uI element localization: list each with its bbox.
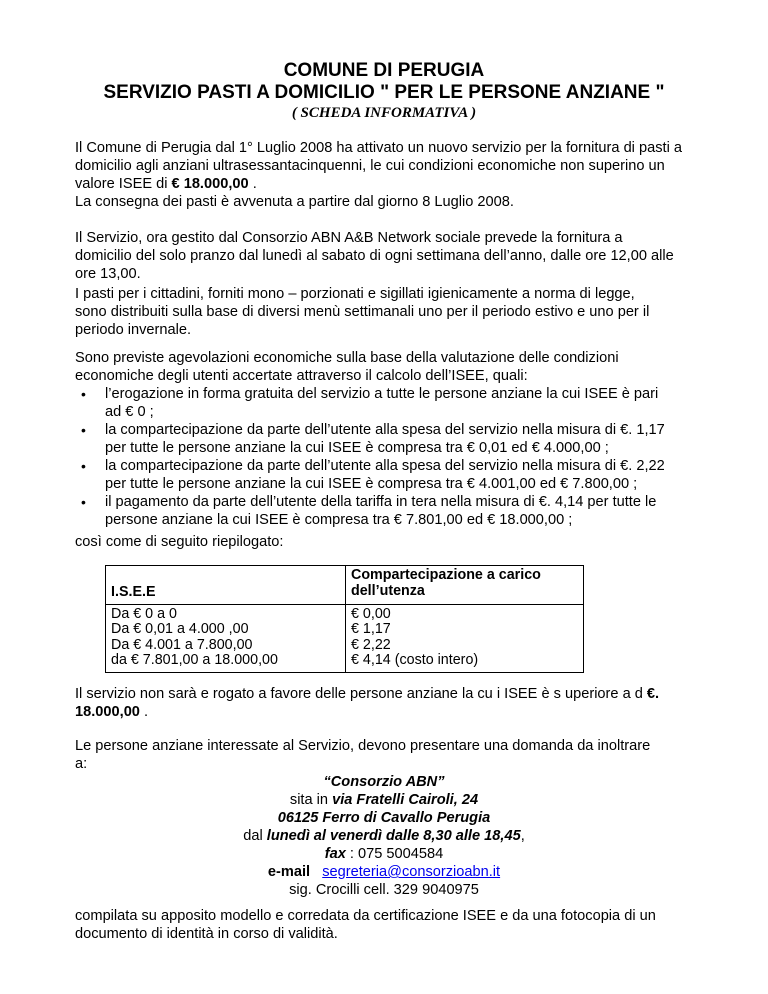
list-item: • il pagamento da parte dell’utente della tariffa in tera nella misura di €. 4,14 per tutte le persone anziane la cui ISEE è compresa tra € 7.801,00 ed € 18.000,00 ; [75,493,715,529]
table-header-row [106,566,584,605]
list-item: • la compartecipazione da parte dell’utente alla spesa del servizio nella misura di €. 2,22 per tutte le persone anziane la cui ISEE è compresa tra € 4.001,00 ed € 7.800,00 ; [75,457,715,493]
meals-line-1: I pasti per i cittadini, forniti mono – porzionati e sigillati igienicamente a norma di legge, [75,286,635,302]
intro-isee-suffix: . [248,176,257,192]
service-line-3: ore 13,00. [75,266,141,282]
service-line-2: domicilio del solo pranzo dal lunedì al sabato di ogni settimana dell’anno, dalle ore 12,00 alle [75,248,674,264]
service-line-1: Il Servizio, ora gestito dal Consorzio ABN A&B Network sociale prevede la fornitura a [75,230,623,246]
meals-line-2: sono distribuiti sulla base di diversi menù settimanali uno per il periodo estivo e uno per il [75,304,650,320]
contact-city: 06125 Ferro di Cavallo Perugia [277,810,491,826]
application-paragraph: Le persone anziane interessate al Servizio, devono presentare una domanda da inoltrare a: [75,738,651,772]
benefits-paragraph [75,349,715,385]
table-header-quota: Compartecipazione a carico dell’utenza [346,566,584,605]
contact-name: “Consorzio ABN” [323,774,445,790]
intro-line-4: La consegna dei pasti è avvenuta a partire dal giorno 8 Luglio 2008. [75,194,514,210]
closing-paragraph: compilata su apposito modello e corredata da certificazione ISEE e da una fotocopia di un documento di identità in corso di validità. [75,908,656,942]
intro-paragraph [75,139,715,211]
intro-line-1: Il Comune di Perugia dal 1° Luglio 2008 ha attivato un nuovo servizio per la fornitura di pasti a [75,140,682,156]
contact-email-label: e-mail [267,864,311,880]
intro-line-2: domicilio agli anziani ultrasessantacinquenni, le cui condizioni economiche non superino un [75,158,665,174]
intro-isee-value: € 18.000,00 [171,176,249,192]
isee-table [105,565,584,673]
summary-intro: così come di seguito riepilogato: [75,534,284,550]
title-municipality: COMUNE DI PERUGIA [283,60,485,81]
contact-fax-label: fax [324,846,346,862]
contact-fax-value: : 075 5004584 [345,846,444,862]
service-paragraph [75,229,715,283]
contact-phone: sig. Crocilli cell. 329 9040975 [289,882,479,898]
benefits-list [75,385,715,529]
contact-hours: lunedì al venerdì dalle 8,30 alle 18,45 [266,828,521,844]
intro-isee-prefix: valore ISEE di [75,176,172,192]
contact-block: “Consorzio ABN” sita in via Fratelli Cairoli, 24 06125 Ferro di Cavallo Perugia dal lunedì al venerdì dalle 8,30 alle 18,45, fax : 075 5004584 e-mail segreteria@consorzioabn.it sig. Crocilli cell. 329 9040975 [0,773,768,899]
title-service: SERVIZIO PASTI A DOMICILIO " PER LE PERSONE ANZIANE " [103,82,665,103]
contact-email-link[interactable]: segreteria@consorzioabn.it [322,864,501,880]
limit-paragraph: Il servizio non sarà e rogato a favore delle persone anziane la cu i ISEE è s uperiore a d €. 18.000,00 . [75,686,660,720]
meals-paragraph [75,285,715,339]
table-row [106,604,584,672]
benefits-line-2: economiche degli utenti accertate attraverso il calcolo dell’ISEE, quali: [75,368,528,384]
contact-address: via Fratelli Cairoli, 24 [332,792,479,808]
table-cell-quota-values: € 0,00 € 1,17 € 2,22 € 4,14 (costo intero) [346,604,584,672]
table-header-isee: I.S.E.E [106,566,346,605]
intro-line-3 [75,175,715,193]
benefits-line-1: Sono previste agevolazioni economiche sulla base della valutazione delle condizioni [75,350,619,366]
table-cell-isee-ranges: Da € 0 a 0 Da € 0,01 a 4.000 ,00 Da € 4.001 a 7.800,00 da € 7.801,00 a 18.000,00 [106,604,346,672]
meals-line-3: periodo invernale. [75,322,192,338]
list-item: • l’erogazione in forma gratuita del servizio a tutte le persone anziane la cui ISEE è pari ad € 0 ; [75,385,715,421]
list-item: • la compartecipazione da parte dell’utente alla spesa del servizio nella misura di €. 1,17 per tutte le persone anziane la cui ISEE è compresa tra € 0,01 ed € 4.000,00 ; [75,421,715,457]
subtitle-info-sheet: ( SCHEDA INFORMATIVA ) [291,105,477,121]
